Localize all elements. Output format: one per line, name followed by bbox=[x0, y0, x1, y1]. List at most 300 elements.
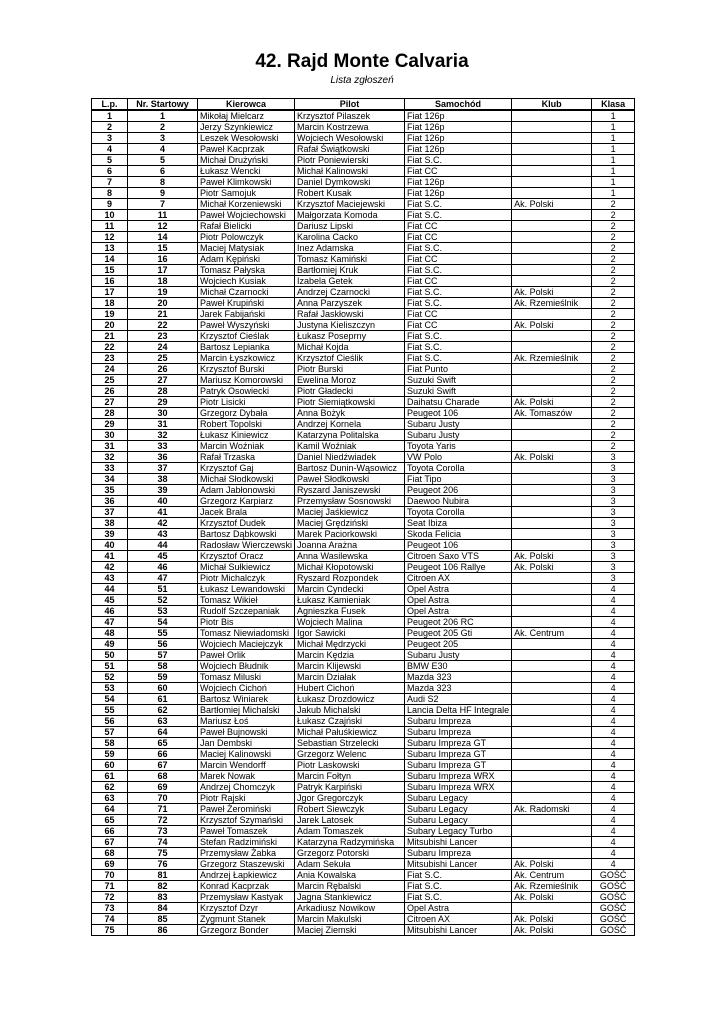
class-cell: 4 bbox=[592, 716, 635, 727]
table-row bbox=[92, 551, 635, 562]
lp-cell: 7 bbox=[92, 177, 128, 188]
co-driver-cell: Justyna Kieliszczyn bbox=[295, 320, 405, 331]
lp-cell: 19 bbox=[92, 309, 128, 320]
start-number-cell: 46 bbox=[128, 562, 198, 573]
start-number-cell: 62 bbox=[128, 705, 198, 716]
car-cell: Fiat CC bbox=[405, 276, 512, 287]
start-number-cell: 33 bbox=[128, 441, 198, 452]
co-driver-cell: Piotr Poniewierski bbox=[295, 155, 405, 166]
driver-cell: Leszek Wesołowski bbox=[198, 133, 295, 144]
car-cell: Peugeot 106 Rallye bbox=[405, 562, 512, 573]
start-number-cell: 74 bbox=[128, 837, 198, 848]
class-cell: GOŚĆ bbox=[592, 914, 635, 925]
table-row bbox=[92, 474, 635, 485]
start-number-cell: 54 bbox=[128, 617, 198, 628]
start-number-cell: 21 bbox=[128, 309, 198, 320]
class-cell: 2 bbox=[592, 210, 635, 221]
club-cell bbox=[512, 760, 592, 771]
car-cell: Mitsubishi Lancer bbox=[405, 837, 512, 848]
co-driver-cell: Hubert Cichoń bbox=[295, 683, 405, 694]
car-cell: Fiat S.C. bbox=[405, 892, 512, 903]
start-number-cell: 26 bbox=[128, 364, 198, 375]
class-cell: 3 bbox=[592, 540, 635, 551]
class-cell: 4 bbox=[592, 859, 635, 870]
start-number-cell: 68 bbox=[128, 771, 198, 782]
table-row bbox=[92, 452, 635, 463]
class-cell: 4 bbox=[592, 782, 635, 793]
car-cell: Opel Astra bbox=[405, 606, 512, 617]
club-cell bbox=[512, 430, 592, 441]
co-driver-cell: Michał Mędrzycki bbox=[295, 639, 405, 650]
driver-cell: Mariusz Łoś bbox=[198, 716, 295, 727]
table-row bbox=[92, 320, 635, 331]
club-cell bbox=[512, 507, 592, 518]
driver-cell: Andrzej Łapkiewicz bbox=[198, 870, 295, 881]
club-cell bbox=[512, 122, 592, 133]
start-number-cell: 51 bbox=[128, 584, 198, 595]
car-cell: Subaru Legacy bbox=[405, 804, 512, 815]
car-cell: Peugeot 205 bbox=[405, 639, 512, 650]
car-cell: Suzuki Swift bbox=[405, 375, 512, 386]
table-row bbox=[92, 804, 635, 815]
table-row bbox=[92, 771, 635, 782]
driver-cell: Jacek Brala bbox=[198, 507, 295, 518]
driver-cell: Piotr Rajski bbox=[198, 793, 295, 804]
co-driver-cell: Ania Kowalska bbox=[295, 870, 405, 881]
start-number-cell: 60 bbox=[128, 683, 198, 694]
club-cell bbox=[512, 518, 592, 529]
driver-cell: Krzysztof Dzyr bbox=[198, 903, 295, 914]
car-cell: Fiat CC bbox=[405, 166, 512, 177]
table-row bbox=[92, 188, 635, 199]
car-cell: Fiat CC bbox=[405, 221, 512, 232]
club-cell bbox=[512, 232, 592, 243]
car-cell: Peugeot 106 bbox=[405, 408, 512, 419]
lp-cell: 4 bbox=[92, 144, 128, 155]
class-cell: 4 bbox=[592, 617, 635, 628]
class-cell: 4 bbox=[592, 606, 635, 617]
lp-cell: 40 bbox=[92, 540, 128, 551]
club-cell bbox=[512, 375, 592, 386]
co-driver-cell: Jakub Michalski bbox=[295, 705, 405, 716]
co-driver-cell: Łukasz Drozdowicz bbox=[295, 694, 405, 705]
car-cell: Fiat CC bbox=[405, 254, 512, 265]
club-cell: Ak. Polski bbox=[512, 551, 592, 562]
driver-cell: Paweł Kacprzak bbox=[198, 144, 295, 155]
co-driver-cell: Małgorzata Komoda bbox=[295, 210, 405, 221]
start-number-cell: 3 bbox=[128, 133, 198, 144]
start-number-cell: 16 bbox=[128, 254, 198, 265]
lp-cell: 50 bbox=[92, 650, 128, 661]
class-cell: 4 bbox=[592, 584, 635, 595]
lp-cell: 28 bbox=[92, 408, 128, 419]
car-cell: Opel Astra bbox=[405, 584, 512, 595]
table-row bbox=[92, 122, 635, 133]
lp-cell: 55 bbox=[92, 705, 128, 716]
co-driver-cell: Krzysztof Cieślik bbox=[295, 353, 405, 364]
driver-cell: Paweł Klimkowski bbox=[198, 177, 295, 188]
co-driver-cell: Marcin Działak bbox=[295, 672, 405, 683]
lp-cell: 49 bbox=[92, 639, 128, 650]
car-cell: Fiat S.C. bbox=[405, 881, 512, 892]
class-cell: 4 bbox=[592, 683, 635, 694]
class-cell: 3 bbox=[592, 485, 635, 496]
start-number-cell: 5 bbox=[128, 155, 198, 166]
driver-cell: Tomasz Wikieł bbox=[198, 595, 295, 606]
header-car: Samochód bbox=[405, 99, 512, 111]
co-driver-cell: Grzegorz Potorski bbox=[295, 848, 405, 859]
start-number-cell: 22 bbox=[128, 320, 198, 331]
driver-cell: Robert Topolski bbox=[198, 419, 295, 430]
club-cell: Ak. Rzemieślnik bbox=[512, 881, 592, 892]
lp-cell: 37 bbox=[92, 507, 128, 518]
class-cell: 2 bbox=[592, 331, 635, 342]
table-row bbox=[92, 540, 635, 551]
driver-cell: Grzegorz Staszewski bbox=[198, 859, 295, 870]
club-cell: Ak. Polski bbox=[512, 892, 592, 903]
club-cell bbox=[512, 573, 592, 584]
club-cell bbox=[512, 529, 592, 540]
club-cell bbox=[512, 210, 592, 221]
lp-cell: 73 bbox=[92, 903, 128, 914]
start-number-cell: 18 bbox=[128, 276, 198, 287]
table-row bbox=[92, 518, 635, 529]
car-cell: Mitsubishi Lancer bbox=[405, 925, 512, 936]
start-number-cell: 31 bbox=[128, 419, 198, 430]
class-cell: 1 bbox=[592, 110, 635, 122]
class-cell: GOŚĆ bbox=[592, 881, 635, 892]
table-row bbox=[92, 287, 635, 298]
class-cell: GOŚĆ bbox=[592, 892, 635, 903]
start-number-cell: 27 bbox=[128, 375, 198, 386]
lp-cell: 67 bbox=[92, 837, 128, 848]
car-cell: Fiat 126p bbox=[405, 188, 512, 199]
car-cell: Seat Ibiza bbox=[405, 518, 512, 529]
club-cell bbox=[512, 793, 592, 804]
car-cell: Fiat S.C. bbox=[405, 199, 512, 210]
car-cell: Subaru Impreza GT bbox=[405, 749, 512, 760]
start-number-cell: 20 bbox=[128, 298, 198, 309]
class-cell: 4 bbox=[592, 661, 635, 672]
start-number-cell: 63 bbox=[128, 716, 198, 727]
co-driver-cell: Piotr Gładecki bbox=[295, 386, 405, 397]
driver-cell: Wojciech Kusiak bbox=[198, 276, 295, 287]
driver-cell: Rafał Trzaska bbox=[198, 452, 295, 463]
class-cell: 3 bbox=[592, 496, 635, 507]
lp-cell: 15 bbox=[92, 265, 128, 276]
driver-cell: Rafał Bielicki bbox=[198, 221, 295, 232]
club-cell bbox=[512, 254, 592, 265]
car-cell: Fiat 126p bbox=[405, 144, 512, 155]
car-cell: Fiat Tipo bbox=[405, 474, 512, 485]
lp-cell: 72 bbox=[92, 892, 128, 903]
co-driver-cell: Joanna Arażna bbox=[295, 540, 405, 551]
class-cell: 4 bbox=[592, 694, 635, 705]
driver-cell: Piotr Michalczyk bbox=[198, 573, 295, 584]
class-cell: 2 bbox=[592, 309, 635, 320]
lp-cell: 69 bbox=[92, 859, 128, 870]
club-cell bbox=[512, 166, 592, 177]
table-row bbox=[92, 485, 635, 496]
table-row bbox=[92, 529, 635, 540]
lp-cell: 64 bbox=[92, 804, 128, 815]
club-cell: Ak. Polski bbox=[512, 287, 592, 298]
table-row bbox=[92, 254, 635, 265]
driver-cell: Jerzy Szynkiewicz bbox=[198, 122, 295, 133]
class-cell: 3 bbox=[592, 518, 635, 529]
club-cell bbox=[512, 650, 592, 661]
driver-cell: Piotr Lisicki bbox=[198, 397, 295, 408]
car-cell: Fiat S.C. bbox=[405, 155, 512, 166]
start-number-cell: 57 bbox=[128, 650, 198, 661]
table-row bbox=[92, 441, 635, 452]
club-cell bbox=[512, 661, 592, 672]
class-cell: 4 bbox=[592, 793, 635, 804]
driver-cell: Michał Sułkiewicz bbox=[198, 562, 295, 573]
lp-cell: 23 bbox=[92, 353, 128, 364]
club-cell: Ak. Centrum bbox=[512, 870, 592, 881]
table-row bbox=[92, 848, 635, 859]
co-driver-cell: Krzysztof Maciejewski bbox=[295, 199, 405, 210]
start-number-cell: 53 bbox=[128, 606, 198, 617]
club-cell bbox=[512, 617, 592, 628]
lp-cell: 53 bbox=[92, 683, 128, 694]
lp-cell: 31 bbox=[92, 441, 128, 452]
lp-cell: 1 bbox=[92, 110, 128, 122]
header-class: Klasa bbox=[592, 99, 635, 111]
start-number-cell: 4 bbox=[128, 144, 198, 155]
driver-cell: Bartłomiej Michalski bbox=[198, 705, 295, 716]
table-row bbox=[92, 419, 635, 430]
car-cell: Fiat 126p bbox=[405, 110, 512, 122]
co-driver-cell: Bartłomiej Kruk bbox=[295, 265, 405, 276]
car-cell: Mitsubishi Lancer bbox=[405, 859, 512, 870]
car-cell: Fiat Punto bbox=[405, 364, 512, 375]
table-row bbox=[92, 386, 635, 397]
start-number-cell: 8 bbox=[128, 177, 198, 188]
co-driver-cell: Andrzej Kornela bbox=[295, 419, 405, 430]
co-driver-cell: Anna Bożyk bbox=[295, 408, 405, 419]
driver-cell: Andrzej Chomczyk bbox=[198, 782, 295, 793]
co-driver-cell: Łukasz Poseprny bbox=[295, 331, 405, 342]
club-cell bbox=[512, 727, 592, 738]
club-cell bbox=[512, 144, 592, 155]
club-cell: Ak. Polski bbox=[512, 397, 592, 408]
club-cell bbox=[512, 386, 592, 397]
class-cell: 2 bbox=[592, 232, 635, 243]
car-cell: Toyota Corolla bbox=[405, 507, 512, 518]
club-cell bbox=[512, 837, 592, 848]
co-driver-cell: Robert Siewczyk bbox=[295, 804, 405, 815]
table-row bbox=[92, 683, 635, 694]
car-cell: Subary Legacy Turbo bbox=[405, 826, 512, 837]
co-driver-cell: Rafał Świątkowski bbox=[295, 144, 405, 155]
start-number-cell: 9 bbox=[128, 188, 198, 199]
co-driver-cell: Andrzej Czarnocki bbox=[295, 287, 405, 298]
class-cell: 4 bbox=[592, 639, 635, 650]
driver-cell: Tomasz Niewiadomski bbox=[198, 628, 295, 639]
table-row bbox=[92, 210, 635, 221]
driver-cell: Paweł Wojciechowski bbox=[198, 210, 295, 221]
lp-cell: 51 bbox=[92, 661, 128, 672]
lp-cell: 3 bbox=[92, 133, 128, 144]
driver-cell: Michał Słodkowski bbox=[198, 474, 295, 485]
driver-cell: Bartosz Dąbkowski bbox=[198, 529, 295, 540]
driver-cell: Paweł Krupiński bbox=[198, 298, 295, 309]
table-row bbox=[92, 782, 635, 793]
club-cell: Ak. Rzemieślnik bbox=[512, 298, 592, 309]
lp-cell: 54 bbox=[92, 694, 128, 705]
table-row bbox=[92, 914, 635, 925]
start-number-cell: 71 bbox=[128, 804, 198, 815]
club-cell bbox=[512, 694, 592, 705]
co-driver-cell: Jagna Stankiewicz bbox=[295, 892, 405, 903]
club-cell bbox=[512, 441, 592, 452]
table-row bbox=[92, 243, 635, 254]
co-driver-cell: Dariusz Lipski bbox=[295, 221, 405, 232]
lp-cell: 35 bbox=[92, 485, 128, 496]
co-driver-cell: Michał Kłopotowski bbox=[295, 562, 405, 573]
class-cell: 4 bbox=[592, 727, 635, 738]
driver-cell: Rudolf Szczepaniak bbox=[198, 606, 295, 617]
class-cell: 3 bbox=[592, 507, 635, 518]
car-cell: Subaru Justy bbox=[405, 650, 512, 661]
driver-cell: Wojciech Błudnik bbox=[198, 661, 295, 672]
driver-cell: Jarek Fabijański bbox=[198, 309, 295, 320]
lp-cell: 62 bbox=[92, 782, 128, 793]
co-driver-cell: Marek Paciorkowski bbox=[295, 529, 405, 540]
club-cell bbox=[512, 276, 592, 287]
lp-cell: 29 bbox=[92, 419, 128, 430]
driver-cell: Michał Drużyński bbox=[198, 155, 295, 166]
car-cell: Citroen AX bbox=[405, 573, 512, 584]
table-row bbox=[92, 507, 635, 518]
start-number-cell: 59 bbox=[128, 672, 198, 683]
lp-cell: 10 bbox=[92, 210, 128, 221]
start-number-cell: 66 bbox=[128, 749, 198, 760]
table-row bbox=[92, 133, 635, 144]
driver-cell: Krzysztof Gaj bbox=[198, 463, 295, 474]
start-number-cell: 82 bbox=[128, 881, 198, 892]
car-cell: Citroen AX bbox=[405, 914, 512, 925]
co-driver-cell: Katarzyna Radzymińska bbox=[295, 837, 405, 848]
table-row bbox=[92, 617, 635, 628]
co-driver-cell: Michał Kalinowski bbox=[295, 166, 405, 177]
lp-cell: 65 bbox=[92, 815, 128, 826]
car-cell: Daihatsu Charade bbox=[405, 397, 512, 408]
lp-cell: 71 bbox=[92, 881, 128, 892]
driver-cell: Marek Nowak bbox=[198, 771, 295, 782]
driver-cell: Grzegorz Karpiarz bbox=[198, 496, 295, 507]
club-cell bbox=[512, 221, 592, 232]
table-row bbox=[92, 110, 635, 122]
car-cell: Subaru Impreza bbox=[405, 716, 512, 727]
start-number-cell: 28 bbox=[128, 386, 198, 397]
car-cell: Skoda Felicia bbox=[405, 529, 512, 540]
table-row bbox=[92, 331, 635, 342]
driver-cell: Paweł Tomaszek bbox=[198, 826, 295, 837]
table-row bbox=[92, 562, 635, 573]
co-driver-cell: Marcin Cyndecki bbox=[295, 584, 405, 595]
lp-cell: 36 bbox=[92, 496, 128, 507]
co-driver-cell: Bartosz Dunin-Wąsowicz bbox=[295, 463, 405, 474]
co-driver-cell: Łukasz Kamieniak bbox=[295, 595, 405, 606]
start-number-cell: 45 bbox=[128, 551, 198, 562]
co-driver-cell: Karolina Cacko bbox=[295, 232, 405, 243]
table-row bbox=[92, 364, 635, 375]
car-cell: Peugeot 106 bbox=[405, 540, 512, 551]
table-row bbox=[92, 760, 635, 771]
co-driver-cell: Marcin Klijewski bbox=[295, 661, 405, 672]
co-driver-cell: Arkadiusz Nowikow bbox=[295, 903, 405, 914]
club-cell bbox=[512, 110, 592, 122]
co-driver-cell: Daniel Niedźwiadek bbox=[295, 452, 405, 463]
club-cell bbox=[512, 496, 592, 507]
class-cell: 4 bbox=[592, 749, 635, 760]
table-row bbox=[92, 595, 635, 606]
club-cell bbox=[512, 595, 592, 606]
club-cell: Ak. Rzemieślnik bbox=[512, 353, 592, 364]
lp-cell: 66 bbox=[92, 826, 128, 837]
document-subtitle: Lista zgłoszeń bbox=[330, 75, 394, 86]
driver-cell: Piotr Samojuk bbox=[198, 188, 295, 199]
car-cell: VW Polo bbox=[405, 452, 512, 463]
car-cell: Subaru Justy bbox=[405, 430, 512, 441]
club-cell bbox=[512, 133, 592, 144]
table-row bbox=[92, 870, 635, 881]
co-driver-cell: Piotr Siemiątkowski bbox=[295, 397, 405, 408]
co-driver-cell: Wojciech Malina bbox=[295, 617, 405, 628]
start-number-cell: 73 bbox=[128, 826, 198, 837]
car-cell: Subaru Impreza GT bbox=[405, 760, 512, 771]
table-row bbox=[92, 298, 635, 309]
co-driver-cell: Ryszard Rozpondek bbox=[295, 573, 405, 584]
co-driver-cell: Sebastian Strzelecki bbox=[295, 738, 405, 749]
lp-cell: 14 bbox=[92, 254, 128, 265]
club-cell bbox=[512, 705, 592, 716]
co-driver-cell: Robert Kusak bbox=[295, 188, 405, 199]
club-cell: Ak. Centrum bbox=[512, 628, 592, 639]
driver-cell: Zygmunt Stanek bbox=[198, 914, 295, 925]
driver-cell: Krzysztof Cieślak bbox=[198, 331, 295, 342]
club-cell: Ak. Polski bbox=[512, 452, 592, 463]
class-cell: 2 bbox=[592, 276, 635, 287]
lp-cell: 17 bbox=[92, 287, 128, 298]
start-number-cell: 75 bbox=[128, 848, 198, 859]
table-row bbox=[92, 859, 635, 870]
club-cell: Ak. Polski bbox=[512, 320, 592, 331]
table-row bbox=[92, 650, 635, 661]
table-row bbox=[92, 430, 635, 441]
class-cell: 4 bbox=[592, 672, 635, 683]
car-cell: Subaru Impreza bbox=[405, 727, 512, 738]
car-cell: Subaru Impreza WRX bbox=[405, 782, 512, 793]
class-cell: 3 bbox=[592, 529, 635, 540]
lp-cell: 22 bbox=[92, 342, 128, 353]
table-row bbox=[92, 265, 635, 276]
car-cell: Fiat 126p bbox=[405, 177, 512, 188]
table-row bbox=[92, 903, 635, 914]
class-cell: 3 bbox=[592, 463, 635, 474]
co-driver-cell: Igor Sawicki bbox=[295, 628, 405, 639]
start-number-cell: 17 bbox=[128, 265, 198, 276]
club-cell bbox=[512, 309, 592, 320]
class-cell: 4 bbox=[592, 848, 635, 859]
class-cell: GOŚĆ bbox=[592, 925, 635, 936]
driver-cell: Przemysław Żabka bbox=[198, 848, 295, 859]
class-cell: 1 bbox=[592, 188, 635, 199]
lp-cell: 12 bbox=[92, 232, 128, 243]
